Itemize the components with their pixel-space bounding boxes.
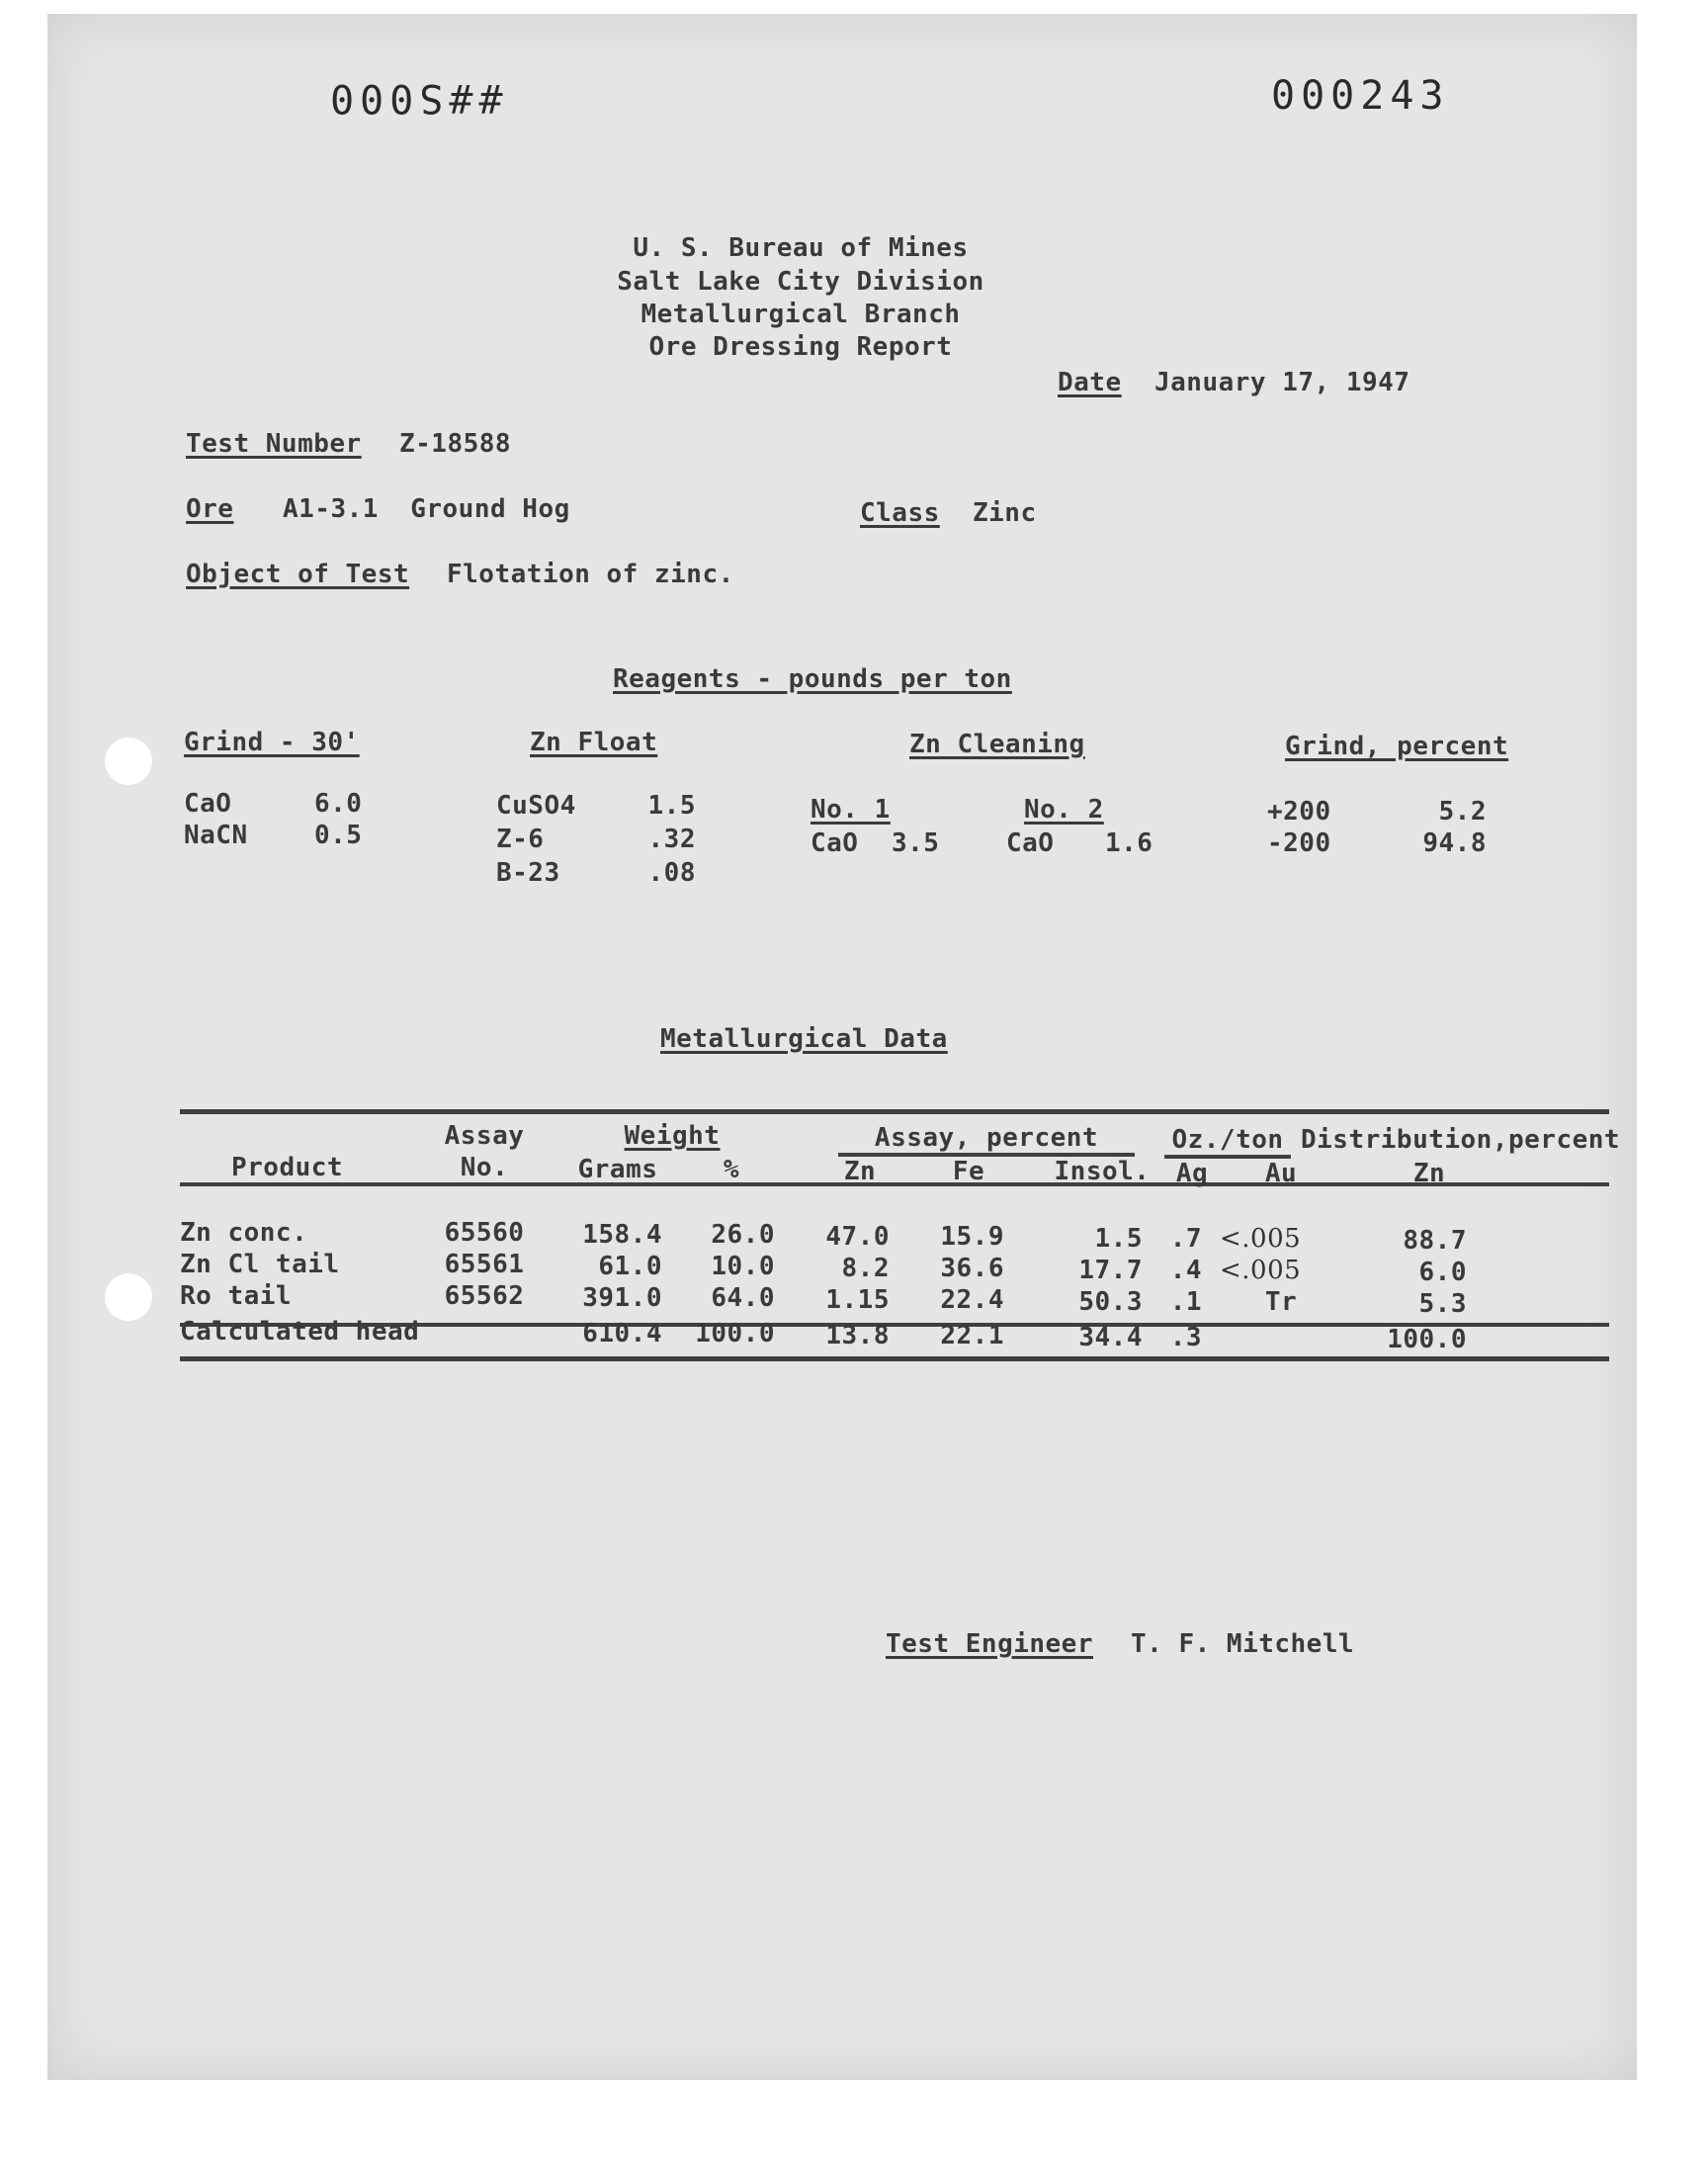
header-assay-no: No. [460,1153,509,1182]
letterhead-line: U. S. Bureau of Mines [633,233,969,263]
total-grams: 610.4 [582,1319,662,1348]
zn-cleaning-no2-label: No. 2 [1024,795,1104,825]
date-label: Date [1058,368,1122,397]
zn-float-reagent: CuSO4 [496,791,576,821]
ore-value: A1-3.1 Ground Hog [283,494,570,524]
cell-ag: .4 [1169,1256,1202,1285]
cell-assay-no: 65560 [444,1218,525,1248]
total-insol: 34.4 [1078,1323,1143,1352]
stamp-right: 000243 [1271,73,1450,119]
zn-cleaning-value: 1.6 [1105,828,1153,858]
engineer-label: Test Engineer [886,1629,1093,1659]
grind-percent-value: 5.2 [1438,797,1487,826]
object-value: Flotation of zinc. [447,560,734,589]
cell-dist: 88.7 [1403,1226,1467,1256]
cell-grams: 158.4 [582,1220,662,1250]
film-edge [0,2096,1708,2175]
grind-value: 6.0 [314,789,363,819]
header-weight: Weight [624,1121,721,1151]
zn-float-value: .08 [647,858,696,888]
header-pct: % [723,1155,740,1184]
class-label: Class [860,498,940,528]
zn-float-value: 1.5 [647,791,696,821]
cell-au: <.005 [1220,1224,1302,1254]
zn-float-value: .32 [647,825,696,854]
header-assay-percent: Assay, percent [838,1123,1135,1157]
cell-pct: 10.0 [711,1252,775,1281]
zn-cleaning-reagent: CaO [811,828,859,858]
date-value: January 17, 1947 [1154,368,1410,397]
cell-product: Zn conc. [180,1218,308,1248]
cell-ag: .1 [1169,1287,1202,1317]
cell-ag: .7 [1169,1224,1202,1254]
object-label: Object of Test [186,560,410,589]
punch-hole [105,738,152,785]
header-grams: Grams [577,1155,658,1184]
cell-au: Tr [1264,1287,1298,1317]
header-zn: Zn [843,1157,877,1186]
total-zn: 13.8 [825,1321,890,1350]
cell-fe: 36.6 [940,1254,1004,1283]
class-value: Zinc [973,498,1037,528]
cell-au: <.005 [1220,1256,1302,1285]
ore-label: Ore [186,494,234,524]
cell-insol: 17.7 [1078,1256,1143,1285]
cell-dist: 6.0 [1418,1258,1467,1287]
header-au: Au [1264,1159,1298,1188]
total-ag: .3 [1169,1323,1202,1352]
cell-zn: 47.0 [825,1222,890,1252]
table-rule-top [180,1109,1609,1114]
grind-percent-header: Grind, percent [1285,732,1509,761]
cell-pct: 26.0 [711,1220,775,1250]
zn-float-reagent: Z-6 [496,825,545,854]
header-oz-ton: Oz./ton [1164,1125,1291,1159]
stamp-left: ##S000 [324,75,503,121]
grind-header: Grind - 30' [184,728,360,757]
zn-cleaning-value: 3.5 [892,828,940,858]
metallurgical-title: Metallurgical Data [660,1024,948,1054]
header-ag: Ag [1175,1159,1209,1188]
total-pct: 100.0 [695,1319,775,1348]
cell-grams: 391.0 [582,1283,662,1313]
header-insol: Insol. [1054,1157,1151,1186]
total-dist: 100.0 [1387,1325,1467,1354]
engineer-value: T. F. Mitchell [1131,1629,1355,1659]
cell-zn: 8.2 [841,1254,890,1283]
letterhead-line: Metallurgical Branch [640,300,961,329]
cell-grams: 61.0 [598,1252,662,1281]
zn-cleaning-no1-label: No. 1 [811,795,891,825]
cell-fe: 22.4 [940,1285,1004,1315]
cell-dist: 5.3 [1418,1289,1467,1319]
grind-percent-mesh: -200 [1267,828,1331,858]
cell-insol: 1.5 [1094,1224,1143,1254]
zn-cleaning-reagent: CaO [1006,828,1055,858]
zn-float-header: Zn Float [530,728,658,757]
cell-assay-no: 65562 [444,1281,525,1311]
header-assay: Assay [444,1121,525,1151]
cell-zn: 1.15 [825,1285,890,1315]
header-fe: Fe [952,1157,985,1186]
cell-pct: 64.0 [711,1283,775,1313]
grind-reagent: NaCN [184,821,248,850]
cell-product: Zn Cl tail [180,1250,340,1279]
grind-percent-value: 94.8 [1422,828,1487,858]
grind-percent-mesh: +200 [1267,797,1331,826]
total-product: Calculated head [180,1317,420,1347]
header-distribution: Distribution,percent [1301,1125,1621,1155]
punch-hole [105,1273,152,1321]
header-product: Product [231,1153,344,1182]
total-fe: 22.1 [940,1321,1004,1350]
cell-insol: 50.3 [1078,1287,1143,1317]
zn-float-reagent: B-23 [496,858,560,888]
letterhead-line: Ore Dressing Report [648,332,953,362]
test-number-label: Test Number [186,429,362,459]
zn-cleaning-header: Zn Cleaning [909,730,1085,759]
cell-product: Ro tail [180,1281,293,1311]
reagents-title: Reagents - pounds per ton [613,664,1012,694]
cell-assay-no: 65561 [444,1250,525,1279]
cell-fe: 15.9 [940,1222,1004,1252]
table-rule-bottom [180,1356,1609,1361]
grind-value: 0.5 [314,821,363,850]
test-number-value: Z-18588 [399,429,512,459]
header-dist-zn: Zn [1412,1159,1446,1188]
letterhead-line: Salt Lake City Division [617,267,984,297]
grind-reagent: CaO [184,789,232,819]
